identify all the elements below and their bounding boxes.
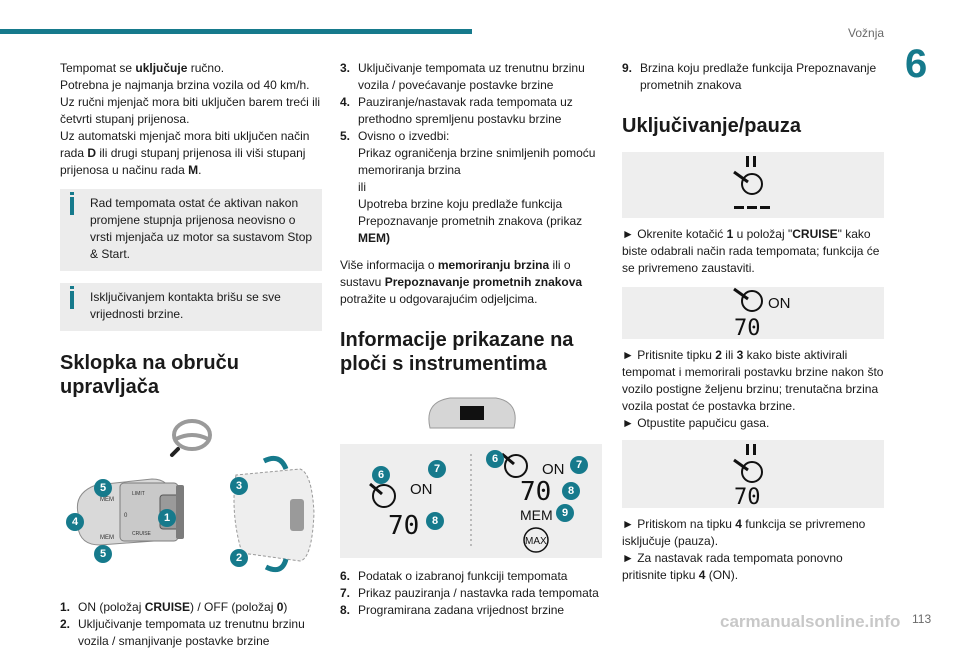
- svg-text:LIMIT: LIMIT: [132, 491, 145, 497]
- more-info-paragraph: Više informacija o memoriranju brzina ili o sustavu Prepoznavanje prometnih znakova potražite u odgovarajućim odjeljcima.: [340, 258, 583, 306]
- speedometer-icon: [502, 454, 527, 477]
- info-icon: [70, 286, 74, 289]
- callout-badge: 3: [230, 477, 248, 495]
- display-panel-on: [622, 287, 884, 339]
- svg-text:ON: ON: [410, 481, 433, 498]
- display-panel-paused: [622, 440, 884, 508]
- speedometer-icon: [734, 460, 762, 482]
- column-1: [60, 60, 322, 650]
- callout-badge: 8: [562, 482, 580, 500]
- list-item: 5. Ovisno o izvedbi: Prikaz ograničenja brzine snimljenih pomoću memoriranja brzina ili Upotreba brzine koju predlaže funkcija Prepoznavanje prometnih znakova (prikaz MEM): [340, 129, 596, 245]
- instrument-panel-icon: [340, 390, 602, 434]
- callout-badge: 5: [94, 545, 112, 563]
- list-item: 6. Podatak o izabranoj funkciji tempomata: [340, 569, 568, 583]
- section-heading: Informacije prikazane na ploči s instrumentima: [340, 329, 574, 375]
- instruction-step: ► Pritiskom na tipku 4 funkcija se privremeno isključuje (pauza).: [622, 517, 866, 548]
- info-icon-bar: [70, 291, 74, 309]
- page-number: 113: [912, 612, 932, 626]
- instruction-step: ► Za nastavak rada tempomata ponovno pritisnite tipku 4 (ON).: [622, 551, 843, 582]
- svg-text:0: 0: [124, 513, 128, 519]
- svg-text:MEM: MEM: [100, 497, 114, 503]
- info-note: [60, 283, 322, 331]
- callout-badge: 4: [66, 513, 84, 531]
- instrument-display-panel: [340, 444, 602, 558]
- legend-list: [622, 60, 884, 94]
- column-3: [622, 60, 884, 584]
- callout-badge: 9: [556, 504, 574, 522]
- svg-text:MEM: MEM: [100, 535, 114, 541]
- speedometer-icon: [734, 172, 762, 194]
- legend-list: [340, 60, 602, 247]
- list-item: 3. Uključivanje tempomata uz trenutnu brzinu vozila / povećavanje postavke brzine: [340, 61, 585, 92]
- list-item: 7. Prikaz pauziranja / nastavka rada tempomata: [340, 586, 599, 600]
- svg-text:70: 70: [520, 477, 552, 507]
- callout-badge: 7: [570, 456, 588, 474]
- instruction-step: ► Otpustite papučicu gasa.: [622, 416, 770, 430]
- callout-badge: 2: [230, 549, 248, 567]
- instruction-step: ► Pritisnite tipku 2 ili 3 kako biste aktivirali tempomat i memorirali postavku brzine nakon što vozilo postigne željenu brzinu; trenutačna brzina vozila postat će postavka brzine.: [622, 348, 884, 413]
- svg-text:70: 70: [734, 316, 761, 341]
- svg-text:70: 70: [388, 511, 420, 541]
- legend-list: [340, 568, 602, 619]
- instruction-step: ► Okrenite kotačić 1 u položaj "CRUISE" kako biste odabrali način rada tempomata; funkcija će se privremeno zaustaviti.: [622, 227, 880, 275]
- info-note: [60, 189, 322, 271]
- steering-wheel-icon: [172, 421, 210, 455]
- callout-badge: 5: [94, 479, 112, 497]
- list-item: 9. Brzina koju predlaže funkcija Prepoznavanje prometnih znakova: [622, 61, 877, 92]
- svg-text:CRUISE: CRUISE: [132, 531, 151, 537]
- callout-badge: 6: [486, 450, 504, 468]
- list-item: 1. ON (položaj CRUISE) / OFF (položaj 0): [60, 600, 288, 614]
- speedometer-icon: [734, 289, 762, 311]
- svg-text:70: 70: [734, 485, 761, 510]
- callout-badge: 1: [158, 509, 176, 527]
- info-note-text: Rad tempomata ostat će aktivan nakon promjene stupnja prijenosa neovisno o vrsti mjenjača uz motor sa sustavom Stop & Start.: [90, 196, 313, 261]
- svg-text:ON: ON: [768, 295, 791, 312]
- callout-badge: 8: [426, 512, 444, 530]
- speedometer-icon: [370, 484, 395, 507]
- header-bar: [0, 29, 472, 34]
- list-item: 4. Pauziranje/nastavak rada tempomata uz prethodno spremljenu postavku brzine: [340, 95, 573, 126]
- chapter-number: 6: [905, 42, 928, 86]
- section-heading: Uključivanje/pauza: [622, 115, 801, 137]
- section-title: Vožnja: [848, 26, 885, 40]
- callout-badge: 6: [372, 466, 390, 484]
- info-icon: [70, 192, 74, 195]
- svg-text:MEM: MEM: [520, 507, 553, 523]
- intro-paragraph: Tempomat se uključuje ručno. Potrebna je najmanja brzina vozila od 40 km/h. Uz ručni mjenjač mora biti uključen barem treći ili četvrti stupanj prijenosa. Uz automatski mjenjač mora biti uključen način rada D ili drugi stupanj prijenosa ili viši stupanj prijenosa u načinu rada M.: [60, 61, 321, 177]
- svg-text:MAX: MAX: [525, 536, 547, 547]
- column-2: [340, 60, 602, 619]
- watermark: carmanualsonline.info: [720, 612, 901, 631]
- display-panel-pause: [622, 152, 884, 218]
- section-heading: Sklopka na obruču upravljača: [60, 352, 239, 398]
- list-item: 2. Uključivanje tempomata uz trenutnu brzinu vozila / smanjivanje postavke brzine: [60, 617, 305, 648]
- info-icon-bar: [70, 197, 74, 215]
- svg-text:ON: ON: [542, 461, 565, 478]
- stalk-diagram: [60, 413, 322, 589]
- steering-stalk-illustration: [60, 413, 322, 589]
- info-note-text: Isključivanjem kontakta brišu se sve vrijednosti brzine.: [90, 290, 281, 321]
- legend-list: [60, 599, 322, 650]
- list-item: 8. Programirana zadana vrijednost brzine: [340, 603, 565, 617]
- callout-badge: 7: [428, 460, 446, 478]
